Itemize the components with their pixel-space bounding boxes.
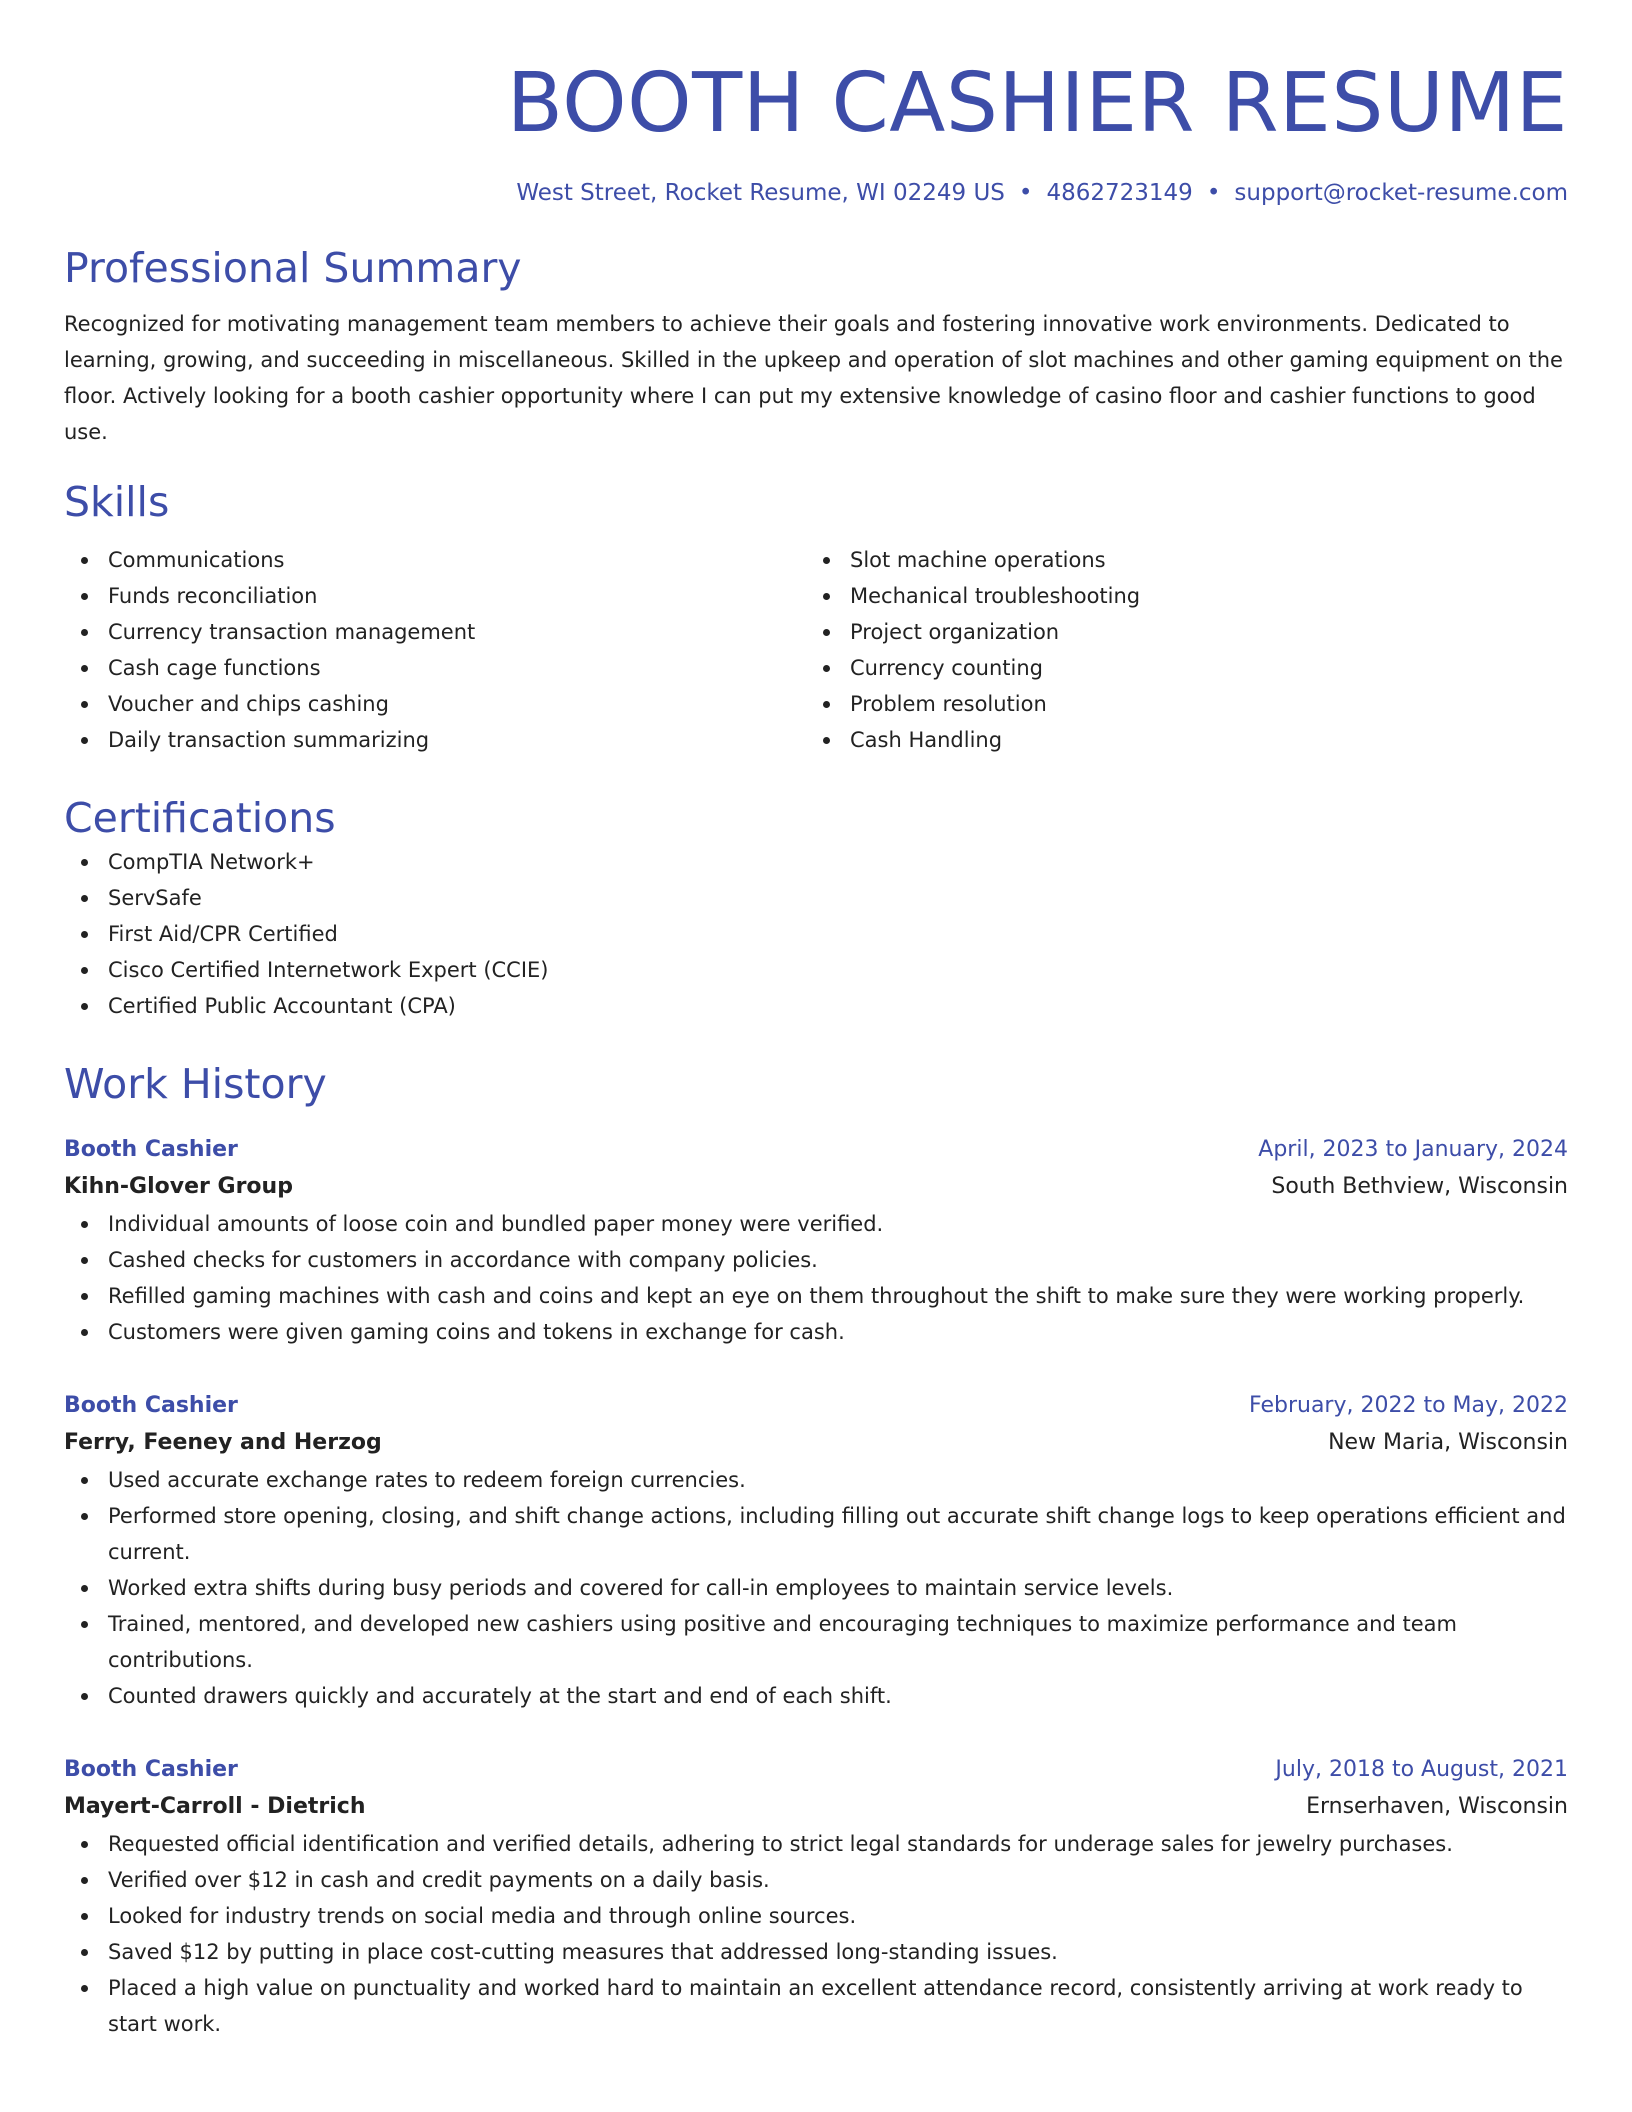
job-header-row (64, 1388, 1568, 1424)
job-duty: Trained, mentored, and developed new cashiers using positive and encouraging techniques to maximize performance and team contributions. (64, 1606, 1568, 1678)
summary-heading: Professional Summary (64, 244, 522, 292)
certifications-heading: Certifications (64, 794, 336, 842)
work-history-heading: Work History (64, 1060, 327, 1108)
job-duties-list (64, 1826, 1568, 2042)
job-title: Booth Cashier (64, 1393, 238, 1418)
contact-email[interactable]: support@rocket-resume.com (1234, 180, 1568, 206)
job-dates: February, 2022 to May, 2022 (1249, 1393, 1568, 1418)
skill-item: Daily transaction summarizing (64, 722, 806, 758)
resume-title: BOOTH CASHIER RESUME (506, 56, 1568, 151)
skill-item: Cash Handling (806, 722, 1548, 758)
job-entry (64, 1132, 1568, 1350)
certification-item: Certified Public Accountant (CPA) (64, 988, 1568, 1024)
summary-text: Recognized for motivating management team members to achieve their goals and fostering innovative work environments. Dedicated to learning, growing, and succeeding in miscellaneous. Skilled in the upkeep and operation of slot machines and other gaming equipment on the floor. Actively looking for a booth cashier opportunity where I can put my extensive knowledge of casino floor and cashier functions to good use. (64, 312, 1563, 444)
job-duty: Used accurate exchange rates to redeem foreign currencies. (64, 1462, 1568, 1498)
job-title: Booth Cashier (64, 1137, 238, 1162)
job-company: Mayert-Carroll - Dietrich (64, 1794, 366, 1819)
skill-item: Problem resolution (806, 686, 1548, 722)
job-duty: Saved $12 by putting in place cost-cutting measures that addressed long-standing issues. (64, 1934, 1568, 1970)
job-location: South Bethview, Wisconsin (1271, 1174, 1568, 1199)
job-duty: Cashed checks for customers in accordance with company policies. (64, 1242, 1568, 1278)
job-duty: Refilled gaming machines with cash and coins and kept an eye on them throughout the shift to make sure they were working properly. (64, 1278, 1568, 1314)
job-duty: Performed store opening, closing, and shift change actions, including filling out accurate shift change logs to keep operations efficient and current. (64, 1498, 1568, 1570)
job-company: Kihn-Glover Group (64, 1174, 293, 1199)
contact-line (64, 178, 1568, 208)
job-duty: Worked extra shifts during busy periods and covered for call-in employees to maintain service levels. (64, 1570, 1568, 1606)
job-title: Booth Cashier (64, 1757, 238, 1782)
job-duty: Customers were given gaming coins and tokens in exchange for cash. (64, 1314, 1568, 1350)
job-duty: Counted drawers quickly and accurately at the start and end of each shift. (64, 1678, 1568, 1714)
certification-item: First Aid/CPR Certified (64, 916, 1568, 952)
job-duties-list (64, 1206, 1568, 1350)
skill-item: Funds reconciliation (64, 578, 806, 614)
job-duty: Placed a high value on punctuality and worked hard to maintain an excellent attendance record, consistently arriving at work ready to start work. (64, 1970, 1568, 2042)
skill-item: Slot machine operations (806, 542, 1548, 578)
job-duty: Verified over $12 in cash and credit payments on a daily basis. (64, 1862, 1568, 1898)
skill-item: Cash cage functions (64, 650, 806, 686)
contact-phone[interactable]: 4862723149 (1046, 180, 1193, 206)
certification-item: CompTIA Network+ (64, 844, 1568, 880)
skill-item: Mechanical troubleshooting (806, 578, 1548, 614)
skills-list-right (806, 542, 1548, 758)
job-location: Ernserhaven, Wisconsin (1306, 1794, 1568, 1819)
job-dates: April, 2023 to January, 2024 (1258, 1137, 1568, 1162)
job-header-row (64, 1752, 1568, 1788)
job-entry (64, 1752, 1568, 2042)
job-header-row (64, 1132, 1568, 1168)
skill-item: Currency transaction management (64, 614, 806, 650)
contact-separator: • (1206, 180, 1221, 206)
certification-item: Cisco Certified Internetwork Expert (CCIE) (64, 952, 1568, 988)
skill-item: Currency counting (806, 650, 1548, 686)
skill-item: Communications (64, 542, 806, 578)
skills-grid (64, 542, 1568, 758)
contact-separator: • (1018, 180, 1033, 206)
job-company-row (64, 1424, 1568, 1462)
job-company: Ferry, Feeney and Herzog (64, 1430, 382, 1455)
skills-list-left (64, 542, 806, 758)
skill-item: Project organization (806, 614, 1548, 650)
job-entry (64, 1388, 1568, 1714)
skill-item: Voucher and chips cashing (64, 686, 806, 722)
certifications-list (64, 844, 1568, 1024)
certification-item: ServSafe (64, 880, 1568, 916)
job-company-row (64, 1788, 1568, 1826)
job-location: New Maria, Wisconsin (1328, 1430, 1568, 1455)
skills-heading: Skills (64, 478, 170, 526)
job-duty: Looked for industry trends on social media and through online sources. (64, 1898, 1568, 1934)
job-duty: Requested official identification and verified details, adhering to strict legal standards for underage sales for jewelry purchases. (64, 1826, 1568, 1862)
job-duty: Individual amounts of loose coin and bundled paper money were verified. (64, 1206, 1568, 1242)
job-duties-list (64, 1462, 1568, 1714)
job-dates: July, 2018 to August, 2021 (1275, 1757, 1568, 1782)
job-company-row (64, 1168, 1568, 1206)
contact-address: West Street, Rocket Resume, WI 02249 US (516, 180, 1005, 206)
